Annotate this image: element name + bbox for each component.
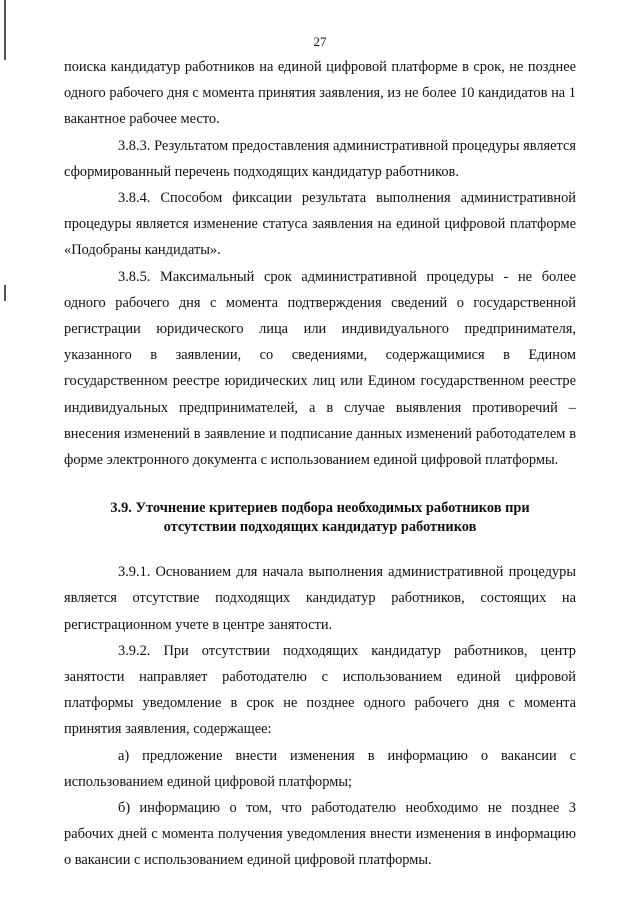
paragraph-continuation: поиска кандидатур работников на единой цифровой платформе в срок, не позднее одного рабочего дня с момента принятия заявления, из не более 10 кандидатов на 1 вакантное рабочее место. — [64, 59, 576, 128]
scan-edge-mark — [4, 0, 6, 60]
paragraph-3-8-5: 3.8.5. Максимальный срок административной процедуры - не более одного рабочего дня с момента подтверждения сведений о государственной регистрации юридического лица или индивидуального предпринимателя, указанного в заявлении, со сведениями, содержащимися в Едином государственном реестре юридических лиц или Едином государственном реестре индивидуальных предпринимателей, а в случае выявления противоречий – внесения изменений в заявление и подписание данных изменений работодателем в форме электронного документа с использованием единой цифровой платформы. — [64, 268, 576, 469]
section-heading-line: 3.9. Уточнение критериев подбора необходимых работников при — [110, 500, 530, 517]
list-item-b: б) информацию о том, что работодателю необходимо не позднее 3 рабочих дней с момента получения уведомления внести изменения в информацию о вакансии с использованием единой цифровой платформы. — [64, 800, 576, 869]
section-heading-3-9 — [64, 499, 576, 537]
document-page — [64, 34, 576, 874]
section-heading-line: отсутствии подходящих кандидатур работников — [163, 519, 477, 536]
list-item-a: а) предложение внести изменения в информацию о вакансии с использованием единой цифровой платформы; — [64, 747, 576, 790]
page-number: 27 — [313, 34, 327, 49]
paragraph-3-9-1: 3.9.1. Основанием для начала выполнения административной процедуры является отсутствие подходящих кандидатур работников, состоящих на регистрационном учете в центре занятости. — [64, 564, 576, 633]
paragraph-3-8-3: 3.8.3. Результатом предоставления административной процедуры является сформированный перечень подходящих кандидатур работников. — [64, 137, 576, 180]
paragraph-3-8-4: 3.8.4. Способом фиксации результата выполнения административной процедуры является изменение статуса заявления на единой цифровой платформе «Подобраны кандидаты». — [64, 190, 576, 259]
paragraph-3-9-2: 3.9.2. При отсутствии подходящих кандидатур работников, центр занятости направляет работодателю с использованием единой цифровой платформы уведомление в срок не позднее одного рабочего дня с момента принятия заявления, содержащее: — [64, 642, 576, 738]
scan-edge-mark — [4, 285, 6, 301]
